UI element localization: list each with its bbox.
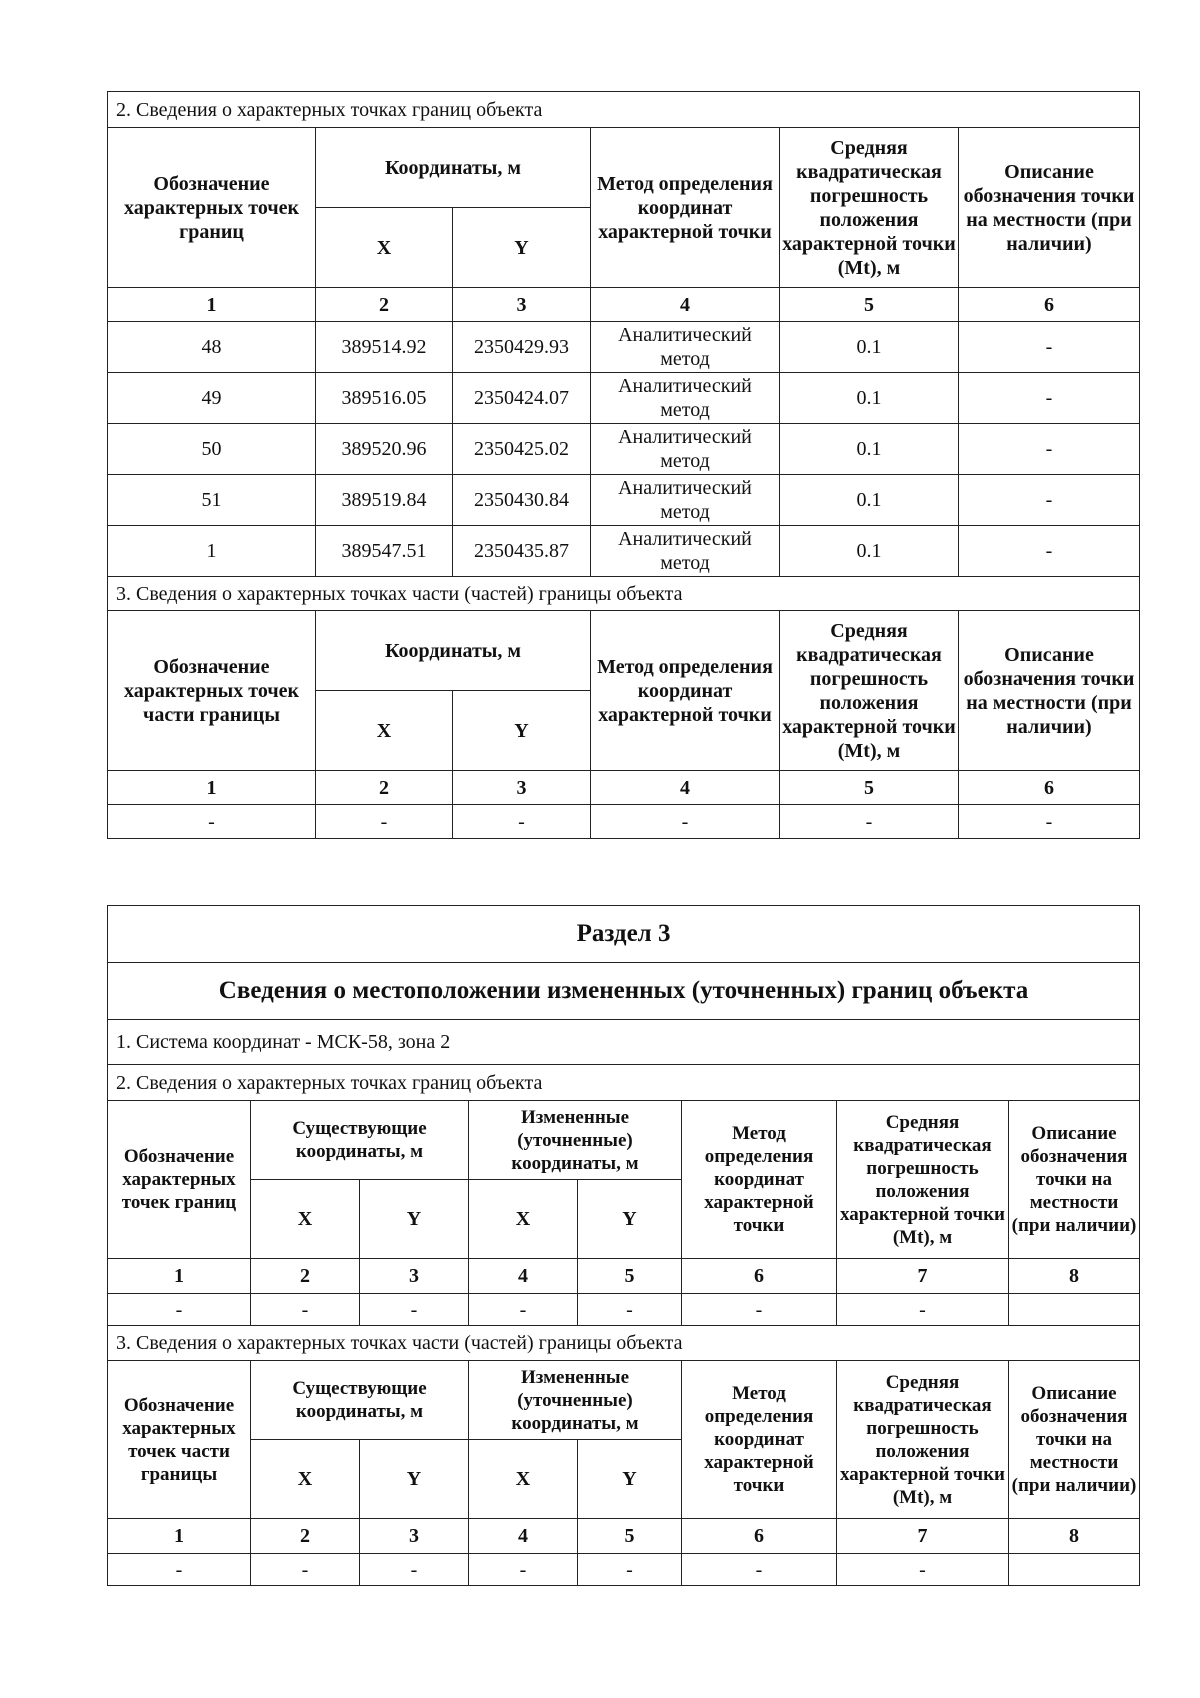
changed-x-header: X [469, 1180, 578, 1259]
designation-header: Обозначение характерных точек границ [108, 1101, 251, 1259]
cell: - [251, 1294, 360, 1326]
changed-y-header: Y [578, 1440, 682, 1519]
cell: - [251, 1554, 360, 1586]
cell: - [469, 1554, 578, 1586]
boundary-points-caption: 2. Сведения о характерных точках границ объекта [108, 92, 1140, 128]
point-number: - [108, 805, 316, 839]
description-header: Описание обозначения точки на местности (при наличии) [959, 611, 1140, 771]
cell: - [682, 1294, 837, 1326]
point-number: 51 [108, 475, 316, 526]
method-header: Метод определения координат характерной точки [591, 611, 780, 771]
table-row [108, 805, 1140, 839]
point-y: 2350425.02 [453, 424, 591, 475]
column-number: 4 [469, 1519, 578, 1554]
point-x: - [316, 805, 453, 839]
point-error: 0.1 [780, 373, 959, 424]
point-description: - [959, 322, 1140, 373]
error-header: Средняя квадратическая погрешность положения характерной точки (Mt), м [780, 128, 959, 288]
point-method: - [591, 805, 780, 839]
section2-points-table [107, 91, 1140, 839]
coordinates-header: Координаты, м [316, 128, 591, 208]
x-header: X [316, 208, 453, 288]
method-header: Метод определения координат характерной точки [682, 1361, 837, 1519]
existing-x-header: X [251, 1440, 360, 1519]
point-method: Аналитический метод [591, 373, 780, 424]
column-number: 6 [959, 288, 1140, 322]
designation-header: Обозначение характерных точек части границы [108, 1361, 251, 1519]
table-row [108, 1554, 1140, 1586]
column-number: 6 [682, 1259, 837, 1294]
point-y: 2350424.07 [453, 373, 591, 424]
column-number: 5 [780, 288, 959, 322]
point-y: 2350430.84 [453, 475, 591, 526]
cell: - [837, 1294, 1009, 1326]
coordinate-system: 1. Система координат - МСК-58, зона 2 [108, 1020, 1140, 1065]
point-x: 389519.84 [316, 475, 453, 526]
existing-x-header: X [251, 1180, 360, 1259]
description-header: Описание обозначения точки на местности (при наличии) [959, 128, 1140, 288]
point-y: - [453, 805, 591, 839]
column-number: 2 [316, 771, 453, 805]
y-header: Y [453, 691, 591, 771]
point-description: - [959, 424, 1140, 475]
column-number: 2 [251, 1259, 360, 1294]
point-description: - [959, 526, 1140, 577]
table-row [108, 475, 1140, 526]
table-row [108, 322, 1140, 373]
column-number: 1 [108, 1519, 251, 1554]
changed-x-header: X [469, 1440, 578, 1519]
column-number: 1 [108, 1259, 251, 1294]
point-x: 389520.96 [316, 424, 453, 475]
point-y: 2350429.93 [453, 322, 591, 373]
point-y: 2350435.87 [453, 526, 591, 577]
point-error: 0.1 [780, 424, 959, 475]
column-number: 3 [360, 1519, 469, 1554]
section3-table [107, 905, 1140, 1586]
coordinates-header: Координаты, м [316, 611, 591, 691]
point-description: - [959, 805, 1140, 839]
point-x: 389516.05 [316, 373, 453, 424]
designation-header: Обозначение характерных точек части границы [108, 611, 316, 771]
error-header: Средняя квадратическая погрешность положения характерной точки (Mt), м [837, 1361, 1009, 1519]
column-number: 1 [108, 771, 316, 805]
column-number: 5 [780, 771, 959, 805]
point-method: Аналитический метод [591, 322, 780, 373]
cell: - [108, 1554, 251, 1586]
section-title: Раздел 3 [108, 906, 1140, 963]
cell: - [578, 1554, 682, 1586]
column-number: 3 [453, 771, 591, 805]
cell [1009, 1554, 1140, 1586]
part-points-caption: 3. Сведения о характерных точках части (частей) границы объекта [108, 1326, 1140, 1361]
existing-coordinates-header: Существующие координаты, м [251, 1361, 469, 1440]
changed-coordinates-header: Измененные (уточненные) координаты, м [469, 1101, 682, 1180]
point-method: Аналитический метод [591, 424, 780, 475]
error-header: Средняя квадратическая погрешность положения характерной точки (Mt), м [837, 1101, 1009, 1259]
point-number: 49 [108, 373, 316, 424]
table-row [108, 1294, 1140, 1326]
column-number: 2 [316, 288, 453, 322]
point-method: Аналитический метод [591, 526, 780, 577]
cell: - [360, 1554, 469, 1586]
cell [1009, 1294, 1140, 1326]
point-error: 0.1 [780, 526, 959, 577]
table-row [108, 424, 1140, 475]
changed-y-header: Y [578, 1180, 682, 1259]
column-number: 3 [453, 288, 591, 322]
column-number: 7 [837, 1519, 1009, 1554]
y-header: Y [453, 208, 591, 288]
cell: - [469, 1294, 578, 1326]
column-number: 6 [959, 771, 1140, 805]
column-number: 8 [1009, 1259, 1140, 1294]
point-method: Аналитический метод [591, 475, 780, 526]
section-subtitle: Сведения о местоположении измененных (уточненных) границ объекта [108, 963, 1140, 1020]
point-x: 389514.92 [316, 322, 453, 373]
part-points-caption: 3. Сведения о характерных точках части (частей) границы объекта [108, 577, 1140, 611]
column-number: 3 [360, 1259, 469, 1294]
description-header: Описание обозначения точки на местности (при наличии) [1009, 1361, 1140, 1519]
table-row [108, 526, 1140, 577]
column-number: 4 [591, 288, 780, 322]
boundary-points-caption: 2. Сведения о характерных точках границ объекта [108, 1065, 1140, 1101]
column-number: 7 [837, 1259, 1009, 1294]
point-x: 389547.51 [316, 526, 453, 577]
designation-header: Обозначение характерных точек границ [108, 128, 316, 288]
existing-y-header: Y [360, 1180, 469, 1259]
point-error: - [780, 805, 959, 839]
existing-coordinates-header: Существующие координаты, м [251, 1101, 469, 1180]
cell: - [682, 1554, 837, 1586]
error-header: Средняя квадратическая погрешность положения характерной точки (Mt), м [780, 611, 959, 771]
cell: - [837, 1554, 1009, 1586]
column-number: 4 [469, 1259, 578, 1294]
cell: - [578, 1294, 682, 1326]
column-number: 1 [108, 288, 316, 322]
column-number: 2 [251, 1519, 360, 1554]
point-description: - [959, 373, 1140, 424]
column-number: 5 [578, 1259, 682, 1294]
x-header: X [316, 691, 453, 771]
point-description: - [959, 475, 1140, 526]
description-header: Описание обозначения точки на местности (при наличии) [1009, 1101, 1140, 1259]
cell: - [360, 1294, 469, 1326]
method-header: Метод определения координат характерной точки [591, 128, 780, 288]
cell: - [108, 1294, 251, 1326]
point-error: 0.1 [780, 475, 959, 526]
point-error: 0.1 [780, 322, 959, 373]
column-number: 8 [1009, 1519, 1140, 1554]
column-number: 5 [578, 1519, 682, 1554]
method-header: Метод определения координат характерной точки [682, 1101, 837, 1259]
point-number: 50 [108, 424, 316, 475]
column-number: 6 [682, 1519, 837, 1554]
existing-y-header: Y [360, 1440, 469, 1519]
column-number: 4 [591, 771, 780, 805]
changed-coordinates-header: Измененные (уточненные) координаты, м [469, 1361, 682, 1440]
point-number: 1 [108, 526, 316, 577]
table-row [108, 373, 1140, 424]
point-number: 48 [108, 322, 316, 373]
